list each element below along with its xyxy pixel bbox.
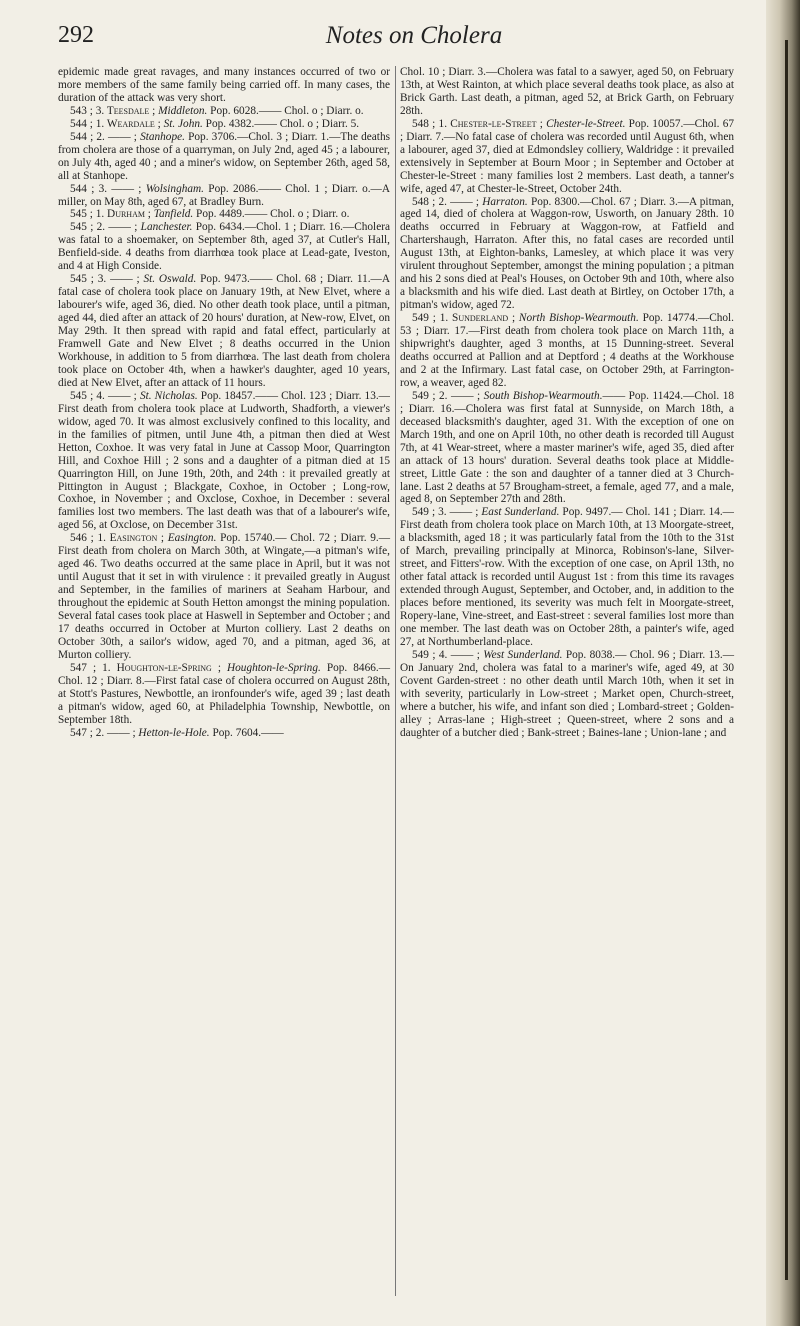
district-entry <box>58 105 390 118</box>
entry-heading: 549 ; 4. —— ; <box>412 648 484 661</box>
book-binding-edge <box>766 0 800 1326</box>
place-name: Houghton-le-Spring. <box>226 661 321 674</box>
place-name: Chester-le-Street. <box>546 117 626 130</box>
place-name: Easington. <box>167 532 217 545</box>
entry-heading: 545 ; 3. —— ; <box>70 273 144 286</box>
entry-text: Pop. 4489.—— Chol. o ; Diarr. o. <box>193 208 350 221</box>
district-entry <box>400 390 734 507</box>
place-name: St. Nicholas. <box>139 389 198 402</box>
district-entry <box>58 532 390 662</box>
place-name: East Sunderland. <box>481 506 560 519</box>
district-entry <box>58 390 390 532</box>
district-entry <box>58 183 390 209</box>
place-name: Tanfield. <box>153 208 194 221</box>
district-entry <box>58 208 390 221</box>
column-divider <box>395 66 396 1296</box>
entry-heading: 549 ; 3. —— ; <box>412 506 482 519</box>
entry-text: Pop. 8300.—Chol. 67 ; Diarr. 3.—A pitman, aged 14, died of cholera at Waggon-row, Usworth, on January 28th. 10 deaths occurred in February at Waggon-row, at Fatfield and Chartershaugh, Harraton. After this, no fatal cases are recorded until August 13th, at Eighton-banks, Lamesley, at which place it was very virulent throughout September, amongst the mining population ; a pitman and his 2 sons died at Peal's Houses, on October 9th and 10th, where also a blacksmith and his wife died. Last death at Birtley, on October 17th, a pitman's widow, aged 72. <box>400 195 734 312</box>
entry-text: Chol. 10 ; Diarr. 3.—Cholera was fatal to a sawyer, aged 50, on February 13th, at West Rainton, at which place several deaths took place, as also at Brick Garth. Last death, a pitman, aged 52, at Brick Garth, on February 28th. <box>400 66 734 117</box>
entry-heading: 547 ; 2. —— ; <box>70 726 139 739</box>
entry-heading: 544 ; 1. Weardale ; <box>70 117 164 130</box>
place-name: South Bishop-Wearmouth. <box>483 389 603 402</box>
place-name: Middleton. <box>158 104 208 117</box>
district-entry <box>58 118 390 131</box>
district-entry <box>400 649 734 740</box>
district-entry <box>58 273 390 390</box>
entry-text: Pop. 10057.—Chol. 67 ; Diarr. 7.—No fatal case of cholera was recorded until August 6th, when a labourer, aged 37, died at Edmondsley colliery, Waldridge : it prevailed extensively in September at Bourn Moor ; in September and October at Chester-le-Street : many families lost 2 members. Last death, a tanner's wife, aged 47, at Chester-le-Street, October 24th. <box>400 117 734 195</box>
district-entry <box>400 118 734 196</box>
place-name: Wolsingham. <box>145 182 205 195</box>
entry-text: —— Pop. 11424.—Chol. 18 ; Diarr. 16.—Cholera was first fatal at Sunnyside, on March 18th, a deceased blacksmith's daughter, aged 31. With the exception of one on March 19th, and one on April 10th, no other death is recorded till August 7th, at 41 Wear-street, where a master mariner's wife, aged 35, died after an attack of 13 hours' duration. Several deaths took place at Middle-street, Little Gate : the son and daughter of a tanner died at 3 Church-lane. Last 2 deaths at 57 Brougham-street, a female, aged 77, and a male, aged 8, on September 27th and 28th. <box>400 389 734 506</box>
entry-heading: 549 ; 2. —— ; <box>412 389 484 402</box>
entry-heading: 544 ; 3. —— ; <box>70 182 146 195</box>
place-name: North Bishop-Wearmouth. <box>518 312 639 325</box>
entry-heading: 549 ; 1. Sunderland ; <box>412 312 519 325</box>
entry-heading: 545 ; 1. Durham ; <box>70 208 154 221</box>
entry-heading: 543 ; 3. Teesdale ; <box>70 104 159 117</box>
entry-text: Pop. 8466.—Chol. 12 ; Diarr. 8.—First fatal case of cholera occurred on August 28th, at Stott's Pastures, Newbottle, an ironfounder's wife, aged 39 ; last death a pitman's widow, aged 60, at Philadelphia Township, Newbottle, on September 18th. <box>58 661 390 726</box>
entry-text: Pop. 15740.— Chol. 72 ; Diarr. 9.—First death from cholera on March 30th, at Wingate,—a pitman's wife, aged 46. Two deaths occurred at the same place in April, but it was not until August that it set in with virulence : it prevailed greatly in August and September, in the families of mariners at Seaham Harbour, and throughout the epidemic at South Hetton amongst the mining population. Several fatal cases took place at Haswell in September and October ; and 17 deaths occurred in October at Murton colliery. Last 2 deaths on October 30th, a sailor's widow, aged 70, and a pitman, aged 36, at Murton colliery. <box>58 532 390 661</box>
left-column <box>58 66 390 740</box>
district-entry <box>58 221 390 273</box>
place-name: West Sunderland. <box>483 648 563 661</box>
entry-text: Pop. 6434.—Chol. 1 ; Diarr. 16.—Cholera was fatal to a shoemaker, on September 8th, aged 37, at Cutler's Hall, Benfield-side. 4 deaths from diarrhœa took place at Lead-gate, Iveston, and 4 at High Conside. <box>58 221 390 273</box>
entry-text: Pop. 8038.— Chol. 96 ; Diarr. 13.—On January 2nd, cholera was fatal to a mariner's wife, aged 49, at 30 Covent Garden-street : no other death until March 10th, when it set in with severity, particularly in Low-street ; Market open, Church-street, where a butcher, his wife, and infant son died ; Lombard-street ; Golden-alley ; Arras-lane ; High-street ; Queen-street, where 2 sons and a daughter of a butcher died ; Bank-street ; Baines-lane ; Union-lane ; and <box>400 648 734 739</box>
entry-heading: 544 ; 2. —— ; <box>70 130 141 143</box>
running-head: Notes on Cholera <box>325 22 503 49</box>
entry-text: epidemic made great ravages, and many instances occurred of two or more members of the same family being carried off. In many cases, the duration of the attack was very short. <box>58 66 390 104</box>
entry-heading: 548 ; 1. Chester-le-Street ; <box>412 117 547 130</box>
page-header <box>58 22 770 52</box>
place-name: Lanchester. <box>140 221 193 234</box>
place-name: Hetton-le-Hole. <box>138 726 210 739</box>
entry-text: Pop. 3706.—Chol. 3 ; Diarr. 1.—The deaths from cholera are those of a quarryman, on July 2nd, aged 45 ; a labourer, on July 4th, aged 40 ; and a miner's widow, on September 26th, aged 58, all at Stanhope. <box>58 130 390 182</box>
entry-text: Pop. 2086.—— Chol. 1 ; Diarr. o.—A miller, on May 8th, aged 67, at Bradley Burn. <box>58 182 390 208</box>
entry-text: Pop. 6028.—— Chol. o ; Diarr. o. <box>207 104 364 117</box>
entry-heading: 545 ; 4. —— ; <box>70 389 140 402</box>
entry-text: Pop. 4382.—— Chol. o ; Diarr. 5. <box>202 117 360 130</box>
place-name: St. Oswald. <box>143 273 197 286</box>
place-name: St. John. <box>163 117 203 130</box>
entry-text: Pop. 9473.—— Chol. 68 ; Diarr. 11.—A fatal case of cholera took place on January 19th, at New Elvet, where a labourer's wife, aged 36, died. No other death took place, until a pitman, aged 44, died after an attack of 20 hours' duration, at New-row, Elvet, on May 29th. It then spread with rapid and fatal effect, particularly at Framwell Gate and New Elvet ; 8 deaths occurred in the Union Workhouse, in addition to 5 from diarrhœa. The last death from cholera took place on October 4th, when a hawker's daughter, aged 10 years, died at New Elvet, after an attack of 11 hours. <box>58 273 390 389</box>
entry-heading: 546 ; 1. Easington ; <box>70 532 168 545</box>
continued-paragraph <box>58 66 390 105</box>
district-entry <box>400 506 734 648</box>
place-name: Harraton. <box>482 195 528 208</box>
district-entry <box>58 727 390 740</box>
entry-heading: 545 ; 2. —— ; <box>70 221 141 234</box>
entry-heading: 548 ; 2. —— ; <box>412 195 483 208</box>
district-entry <box>400 196 734 313</box>
district-entry <box>58 662 390 727</box>
entry-text: Pop. 18457.—— Chol. 123 ; Diarr. 13.—First death from cholera took place at Ludworth, Shadforth, a viewer's widow, aged 70. It was almost exclusively confined to this locality, and in the families of pitmen, until June 4th, a pitman then died at West Hetton, Coxhoe. It was very fatal in June at Cassop Moor, Quarrington Hill, and Coxhoe Hill ; 2 sons and a daughter of a pitman died at 15 Quarrington Hill, on June 19th, 20th, and 24th : it prevailed greatly at Pittington in August ; Blackgate, Coxhoe, in October ; Long-row, Coxhoe, in November ; and Oxclose, Coxhoe, in December : several families lost two members. The last death was that of a labourer's wife, aged 56, at Oxclose, on December 31st. <box>58 389 390 532</box>
entry-text: Pop. 9497.— Chol. 141 ; Diarr. 14.—First death from cholera took place on March 10th, at 13 Moorgate-street, a blacksmith, aged 18 ; it was particularly fatal from the 10th to the 31st of March, prevailing principally at Minorca, Robinson's-lane, Silver-street, and Fitters'-row. With the exception of one case, on April 13th, no other fatal attack is recorded until August 1st : from this time its ravages extended through August, September, and October, and, in addition to the places before mentioned, its severity was much felt in Moorgate-street, Ropery-lane, Vine-street, and East-street : several families lost more than one member. The last death was on October 28th, a painter's wife, aged 27, at Northumberland-place. <box>400 506 734 648</box>
entry-text: Pop. 7604.—— <box>209 726 284 739</box>
district-entry <box>400 312 734 390</box>
right-column <box>400 66 734 740</box>
page-number: 292 <box>58 22 94 48</box>
district-entry <box>58 131 390 183</box>
entry-heading: 547 ; 1. Houghton-le-Spring ; <box>70 661 227 674</box>
continued-paragraph <box>400 66 734 118</box>
entry-text: Pop. 14774.—Chol. 53 ; Diarr. 17.—First death from cholera took place on March 11th, a shipwright's daughter, aged 3 months, at 15 Dunning-street. Several deaths occurred at Pallion and at Deptford ; 4 deaths at the Workhouse and 2 at the Infirmary. Last fatal case, on October 29th, at Farrington-row, a weaver, aged 82. <box>400 312 734 389</box>
place-name: Stanhope. <box>140 130 185 143</box>
